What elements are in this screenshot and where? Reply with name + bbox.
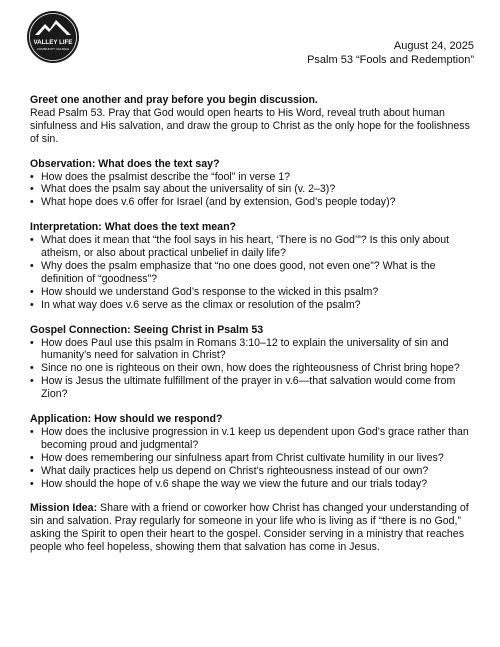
question-list: [30, 234, 478, 311]
question-item: • How does the inclusive progression in v.1 keep us dependent upon God’s grace rather than becoming proud and judgmental?: [30, 426, 478, 452]
question-item: • How is Jesus the ultimate fulfillment of the prayer in v.6—that salvation would come from Zion?: [30, 375, 478, 401]
intro-text: Read Psalm 53. Pray that God would open hearts to His Word, reveal truth about human sinfulness and His salvation, and draw the group to Christ as the only hope for the foolishness of sin.: [30, 106, 470, 145]
section-heading: Observation: What does the text say?: [30, 157, 220, 170]
question-section: [30, 158, 478, 210]
question-section: [30, 324, 478, 401]
section-heading: Gospel Connection: Seeing Christ in Psalm 53: [30, 323, 264, 336]
content: [30, 94, 478, 566]
mission-paragraph: [30, 502, 478, 554]
section-heading: Interpretation: What does the text mean?: [30, 221, 237, 234]
header-info: [307, 40, 474, 67]
mission-section: [30, 502, 478, 554]
question-list: [30, 337, 478, 402]
intro-section: [30, 94, 478, 146]
mission-label: Mission Idea:: [30, 502, 98, 515]
question-item: • What daily practices help us depend on Christ’s righteousness instead of our own?: [30, 465, 478, 478]
question-list: [30, 426, 478, 491]
question-item: • In what way does v.6 serve as the climax or resolution of the psalm?: [30, 299, 478, 312]
question-item: • How should the hope of v.6 shape the way we view the future and our trials today?: [30, 478, 478, 491]
question-list: [30, 171, 478, 210]
logo-text-top: VALLEY LIFE: [33, 39, 73, 46]
question-section: [30, 221, 478, 311]
question-item: • What hope does v.6 offer for Israel (and by extension, God’s people today)?: [30, 196, 478, 209]
question-section: [30, 413, 478, 490]
question-item: • Since no one is righteous on their own, how does the righteousness of Christ bring hope?: [30, 362, 478, 375]
intro-heading: Greet one another and pray before you begin discussion.: [30, 94, 318, 106]
question-item: • How does the psalmist describe the “fool” in verse 1?: [30, 171, 478, 184]
church-logo: [26, 10, 80, 64]
question-item: • How should we understand God’s response to the wicked in this psalm?: [30, 286, 478, 299]
question-item: • How does remembering our sinfulness apart from Christ cultivate humility in our lives?: [30, 452, 478, 465]
mission-text: Share with a friend or coworker how Christ has changed your understanding of sin and salvation. Pray regularly for someone in your life who is living as if “there is no God,” asking the Spirit to open their heart to the gospel. Consider serving in a ministry that reaches people who feel hopeless, showing them that salvation has come in Jesus.: [30, 502, 469, 554]
question-item: • What does it mean that “the fool says in his heart, ‘There is no God’”? Is this only about atheism, or also about practical unbelief in daily life?: [30, 234, 478, 260]
question-item: • How does Paul use this psalm in Romans 3:10–12 to explain the universality of sin and humanity’s need for salvation in Christ?: [30, 337, 478, 363]
section-heading: Application: How should we respond?: [30, 413, 223, 426]
question-item: • What does the psalm say about the universality of sin (v. 2–3)?: [30, 183, 478, 196]
document-title: Psalm 53 “Fools and Redemption”: [307, 53, 474, 66]
date: August 24, 2025: [393, 40, 474, 52]
question-item: • Why does the psalm emphasize that “no one does good, not even one”? What is the definition of “goodness”?: [30, 260, 478, 286]
logo-text-bottom: COMMUNITY CHURCH: [36, 47, 70, 51]
